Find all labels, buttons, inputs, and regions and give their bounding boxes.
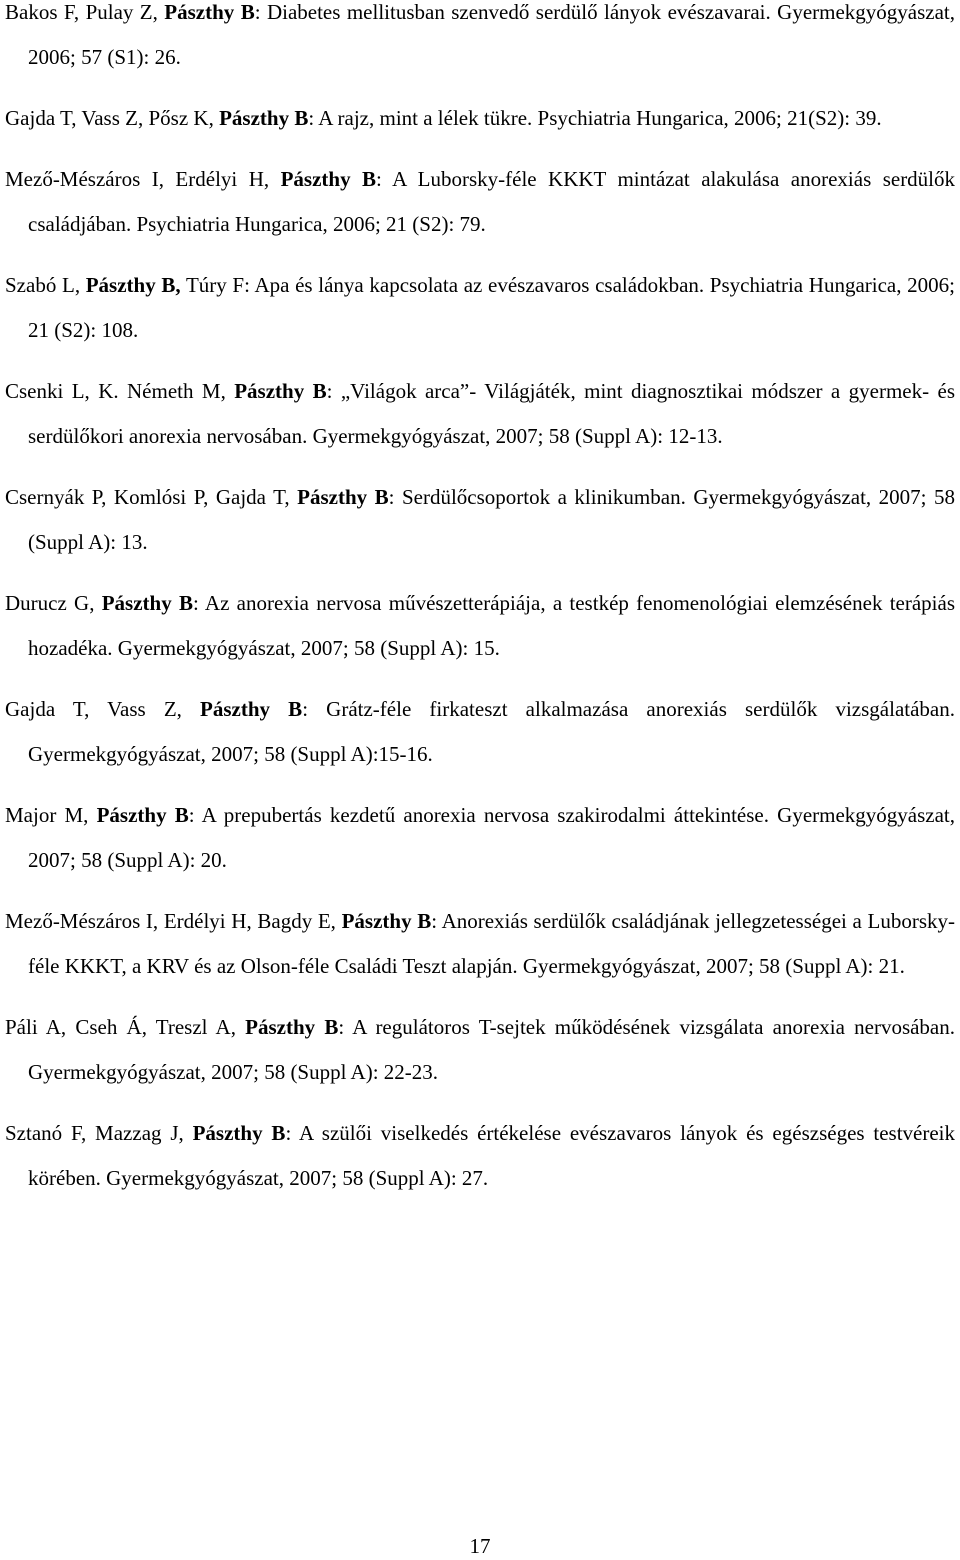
reference-entry — [5, 475, 955, 565]
reference-entry — [5, 581, 955, 671]
entry-authors: Gajda T, Vass Z, — [5, 697, 201, 721]
entry-authors: Csernyák P, Komlósi P, Gajda T, — [5, 485, 298, 509]
entry-citation: : A prepubertás kezdetű anorexia nervosa szakirodalmi áttekintése. Gyermekgyógyászat, 2007; 58 (Suppl A): 20. — [28, 803, 956, 872]
reference-list — [5, 0, 955, 1217]
page-number: 17 — [469, 1534, 491, 1558]
reference-entry — [5, 96, 955, 141]
reference-entry — [5, 1005, 955, 1095]
entry-highlight-author: Pászthy B — [96, 803, 189, 827]
entry-highlight-author: Pászthy B — [192, 1121, 286, 1145]
entry-authors: Mező-Mészáros I, Erdélyi H, Bagdy E, — [5, 909, 342, 933]
entry-authors: Szabó L, — [5, 273, 86, 297]
reference-entry — [5, 263, 955, 353]
entry-highlight-author: Pászthy B — [341, 909, 432, 933]
entry-authors: Csenki L, K. Németh M, — [5, 379, 235, 403]
entry-highlight-author: Pászthy B, — [85, 273, 181, 297]
entry-authors: Gajda T, Vass Z, Pősz K, — [5, 106, 220, 130]
entry-highlight-author: Pászthy B — [219, 106, 309, 130]
entry-authors: Sztanó F, Mazzag J, — [5, 1121, 193, 1145]
reference-entry — [5, 899, 955, 989]
entry-authors: Páli A, Cseh Á, Treszl A, — [5, 1015, 246, 1039]
entry-citation: : A rajz, mint a lélek tükre. Psychiatria Hungarica, 2006; 21(S2): 39. — [308, 106, 882, 130]
entry-citation: : „Világok arca”- Világjáték, mint diagnosztikai módszer a gyermek- és serdülőkori anorexia nervosában. Gyermekgyógyászat, 2007; 58 (Suppl A): 12-13. — [28, 379, 955, 448]
entry-highlight-author: Pászthy B — [200, 697, 303, 721]
entry-citation: : Az anorexia nervosa művészetterápiája, a testkép fenomenológiai elemzésének terápiás hozadéka. Gyermekgyógyászat, 2007; 58 (Suppl A): 15. — [28, 591, 955, 660]
entry-highlight-author: Pászthy B — [245, 1015, 339, 1039]
entry-authors: Major M, — [5, 803, 97, 827]
entry-citation: : Grátz-féle firkateszt alkalmazása anorexiás serdülők vizsgálatában. Gyermekgyógyászat, 2007; 58 (Suppl A):15-16. — [28, 697, 955, 766]
entry-citation: : Diabetes mellitusban szenvedő serdülő lányok evészavarai. Gyermekgyógyászat, 2006; 57 (S1): 26. — [28, 0, 956, 69]
entry-citation: : A Luborsky-féle KKKT mintázat alakulása anorexiás serdülők családjában. Psychiatria Hungarica, 2006; 21 (S2): 79. — [28, 167, 956, 236]
entry-authors: Durucz G, — [5, 591, 102, 615]
reference-entry — [5, 793, 955, 883]
reference-entry — [5, 0, 955, 80]
reference-entry — [5, 1111, 955, 1201]
entry-citation: : Anorexiás serdülők családjának jellegzetességei a Luborsky-féle KKKT, a KRV és az Olson-féle Családi Teszt alapján. Gyermekgyógyászat, 2007; 58 (Suppl A): 21. — [28, 909, 955, 978]
reference-entry — [5, 687, 955, 777]
entry-authors: Bakos F, Pulay Z, — [5, 0, 165, 24]
entry-citation: Túry F: Apa és lánya kapcsolata az evészavaros családokban. Psychiatria Hungarica, 2006; 21 (S2): 108. — [28, 273, 955, 342]
reference-entry — [5, 157, 955, 247]
entry-highlight-author: Pászthy B — [101, 591, 193, 615]
entry-highlight-author: Pászthy B — [280, 167, 377, 191]
entry-authors: Mező-Mészáros I, Erdélyi H, — [5, 167, 281, 191]
entry-citation: : Serdülőcsoportok a klinikumban. Gyermekgyógyászat, 2007; 58 (Suppl A): 13. — [28, 485, 956, 554]
entry-highlight-author: Pászthy B — [234, 379, 327, 403]
entry-citation: : A szülői viselkedés értékelése evészavaros lányok és egészséges testvéreik körében. Gyermekgyógyászat, 2007; 58 (Suppl A): 27. — [28, 1121, 956, 1190]
entry-citation: : A regulátoros T-sejtek működésének vizsgálata anorexia nervosában. Gyermekgyógyászat, 2007; 58 (Suppl A): 22-23. — [28, 1015, 956, 1084]
reference-entry — [5, 369, 955, 459]
entry-highlight-author: Pászthy B — [164, 0, 255, 24]
entry-highlight-author: Pászthy B — [297, 485, 389, 509]
